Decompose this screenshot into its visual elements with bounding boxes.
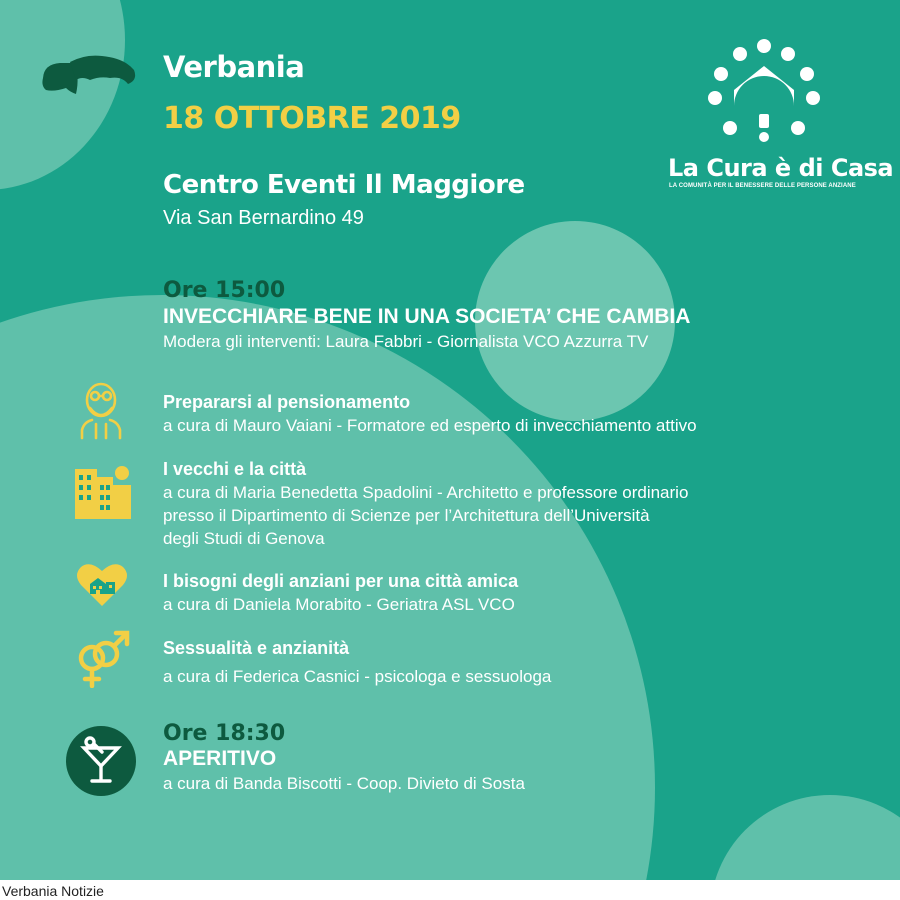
house-sun-icon	[706, 38, 822, 144]
cocktail-glass-icon	[66, 726, 136, 796]
logo-name: La Cura è di Casa	[668, 154, 894, 182]
gender-symbols-icon	[76, 628, 132, 688]
aperitivo-by: a cura di Banda Biscotti - Coop. Divieto di Sosta	[163, 774, 525, 793]
talk-title: I bisogni degli anziani per una città amica	[163, 571, 519, 591]
bottom-right-circle	[710, 795, 900, 880]
talk-speaker: a cura di Federica Casnici - psicologa e sessuologa	[163, 667, 552, 686]
talk-speaker: a cura di Maria Benedetta Spadolini - Architetto e professore ordinario	[163, 483, 689, 502]
photo-credit: Verbania Notizie	[2, 883, 104, 899]
talk-speaker-line: degli Studi di Genova	[163, 529, 325, 548]
talk-title: Prepararsi al pensionamento	[163, 392, 411, 412]
green-drops-icon	[40, 54, 138, 98]
event-date: 18 OTTOBRE 2019	[163, 101, 461, 136]
talk-title: I vecchi e la città	[163, 459, 307, 479]
elderly-man-icon	[78, 380, 124, 440]
event-address: Via San Bernardino 49	[163, 207, 364, 229]
session-title: INVECCHIARE BENE IN UNA SOCIETA’ CHE CAMBIA	[163, 305, 691, 328]
event-venue: Centro Eventi Il Maggiore	[163, 170, 525, 200]
heart-house-icon	[76, 562, 128, 608]
session-moderator: Modera gli interventi: Laura Fabbri - Giornalista VCO Azzurra TV	[163, 332, 649, 351]
event-city: Verbania	[163, 50, 305, 84]
aperitivo-time: Ore 18:30	[163, 721, 286, 746]
talk-speaker: a cura di Daniela Morabito - Geriatra ASL VCO	[163, 595, 515, 614]
talk-speaker: a cura di Mauro Vaiani - Formatore ed esperto di invecchiamento attivo	[163, 416, 697, 435]
session-time: Ore 15:00	[163, 278, 286, 303]
talk-speaker-line: presso il Dipartimento di Scienze per l’Architettura dell’Università	[163, 506, 650, 525]
logo-tagline: LA COMUNITÀ PER IL BENESSERE DELLE PERSONE ANZIANE	[669, 183, 856, 189]
city-buildings-icon	[75, 463, 131, 519]
talk-title: Sessualità e anzianità	[163, 638, 350, 658]
aperitivo-title: APERITIVO	[163, 747, 277, 770]
